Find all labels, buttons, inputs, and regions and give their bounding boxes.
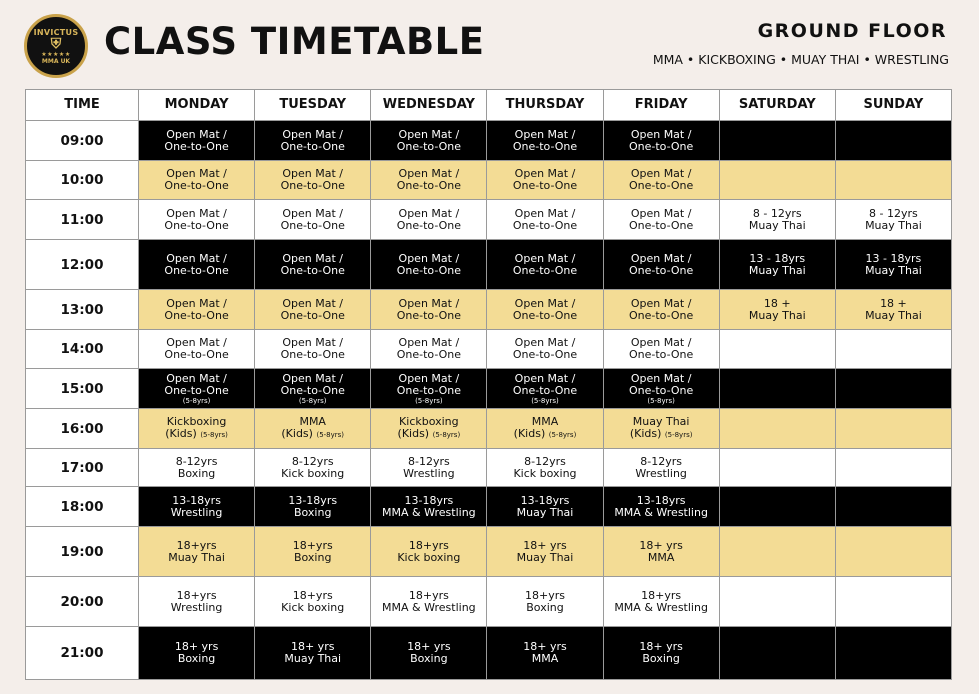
class-cell-thursday xyxy=(487,121,603,161)
disciplines-list: MMA • KICKBOXING • MUAY THAI • WRESTLING xyxy=(652,52,949,67)
class-line: 18+ yrs xyxy=(523,640,567,653)
class-line: 18+yrs xyxy=(641,588,682,602)
class-cell-wednesday xyxy=(371,330,487,369)
class-cell-monday xyxy=(139,527,255,577)
class-line: One-to-One xyxy=(280,348,345,361)
class-cell-tuesday xyxy=(255,369,371,409)
helmet-icon: ⛨ xyxy=(50,35,62,52)
class-line: One-to-One xyxy=(512,139,578,153)
class-cell-sunday xyxy=(835,369,951,409)
class-line: 18 + xyxy=(880,296,907,310)
class-age-text: (5-8yrs) xyxy=(182,396,211,405)
class-line: 8-12yrs xyxy=(407,454,450,468)
class-line: Open Mat / xyxy=(166,251,227,265)
class-line: MMA & Wrestling xyxy=(382,600,476,614)
class-age-text: (5-8yrs) xyxy=(432,431,461,439)
class-line: Kick boxing xyxy=(281,600,345,614)
class-line: One-to-One xyxy=(280,139,345,153)
class-cell-thursday xyxy=(487,627,603,680)
header-sunday: SUNDAY xyxy=(835,90,951,121)
class-line: Open Mat / xyxy=(166,127,227,141)
class-line: Open Mat / xyxy=(514,167,576,180)
class-line: One-to-One xyxy=(280,179,345,192)
class-cell-tuesday xyxy=(255,487,371,527)
class-line xyxy=(604,428,719,441)
class-line: Kickboxing xyxy=(399,415,459,428)
class-line: 13-18yrs xyxy=(404,493,454,507)
class-cell-friday xyxy=(603,200,719,240)
time-row xyxy=(26,240,952,290)
class-cell-wednesday xyxy=(371,121,487,161)
class-cell-saturday xyxy=(719,330,835,369)
class-line: Boxing xyxy=(177,466,216,480)
class-cell-thursday xyxy=(487,240,603,290)
class-line: Open Mat / xyxy=(514,371,576,385)
time-cell: 09:00 xyxy=(26,121,139,161)
class-cell-thursday xyxy=(487,577,603,627)
class-line: 13-18yrs xyxy=(520,493,570,507)
class-line: 18+ yrs xyxy=(639,538,683,552)
class-age-text: (5-8yrs) xyxy=(664,431,693,439)
class-line: MMA & Wrestling xyxy=(382,505,476,519)
class-line: Boxing xyxy=(177,652,216,665)
class-line: Open Mat / xyxy=(282,296,344,310)
header-thursday: THURSDAY xyxy=(487,90,603,121)
header-time: TIME xyxy=(26,90,139,121)
time-cell: 10:00 xyxy=(26,161,139,200)
class-line: 8 - 12yrs xyxy=(752,206,802,220)
class-cell-saturday xyxy=(719,290,835,330)
class-line xyxy=(139,428,254,441)
class-cell-sunday xyxy=(835,627,951,680)
time-cell: 11:00 xyxy=(26,200,139,240)
class-line: 18 + xyxy=(763,296,791,310)
class-line: Open Mat / xyxy=(166,371,227,385)
class-age-text: (5-8yrs) xyxy=(316,431,345,439)
class-line: 18+yrs xyxy=(525,588,565,602)
class-line: 18+yrs xyxy=(292,588,333,602)
header-row xyxy=(26,90,952,121)
class-cell-saturday xyxy=(719,449,835,487)
class-line: Open Mat / xyxy=(630,251,692,265)
time-cell: 15:00 xyxy=(26,369,139,409)
class-line: Open Mat / xyxy=(630,206,692,220)
page-title: CLASS TIMETABLE xyxy=(104,20,485,63)
time-cell: 13:00 xyxy=(26,290,139,330)
class-line: One-to-One xyxy=(628,179,694,192)
class-line: One-to-One xyxy=(512,179,578,192)
class-cell-monday xyxy=(139,369,255,409)
time-row xyxy=(26,369,952,409)
class-cell-sunday xyxy=(835,487,951,527)
class-line: One-to-One xyxy=(164,348,229,361)
class-line: Open Mat / xyxy=(630,296,692,310)
class-cell-saturday xyxy=(719,121,835,161)
class-line: Open Mat / xyxy=(514,251,576,265)
class-cell-friday xyxy=(603,449,719,487)
class-line: Boxing xyxy=(293,550,332,564)
class-cell-friday xyxy=(603,527,719,577)
class-line: One-to-One xyxy=(396,179,461,192)
class-line: Open Mat / xyxy=(398,206,460,220)
class-line: One-to-One xyxy=(164,383,229,397)
class-line: One-to-One xyxy=(512,348,578,361)
class-line: One-to-One xyxy=(164,179,229,192)
class-age-text: (5-8yrs) xyxy=(548,431,577,439)
class-line: 18+yrs xyxy=(292,538,333,552)
class-line: Wrestling xyxy=(403,466,455,480)
class-line: Muay Thai xyxy=(748,308,806,322)
class-line: Wrestling xyxy=(170,600,223,614)
time-row xyxy=(26,449,952,487)
class-line: Open Mat / xyxy=(282,127,344,141)
class-line: Open Mat / xyxy=(630,127,692,141)
time-cell: 16:00 xyxy=(26,409,139,449)
header-friday: FRIDAY xyxy=(603,90,719,121)
class-cell-monday xyxy=(139,409,255,449)
class-line: MMA & Wrestling xyxy=(614,505,708,519)
class-cell-thursday xyxy=(487,449,603,487)
class-cell-wednesday xyxy=(371,487,487,527)
class-line: Wrestling xyxy=(170,505,223,519)
class-line: Muay Thai xyxy=(865,263,922,277)
class-line: 18+ yrs xyxy=(290,640,335,653)
class-line: Muay Thai xyxy=(865,218,922,232)
class-line: Open Mat / xyxy=(166,336,227,349)
class-line: 18+ yrs xyxy=(639,640,683,653)
time-cell: 17:00 xyxy=(26,449,139,487)
class-group-text: (Kids) xyxy=(397,427,430,440)
time-cell: 20:00 xyxy=(26,577,139,627)
header-saturday: SATURDAY xyxy=(719,90,835,121)
logo-top-text: INVICTUS xyxy=(33,27,79,37)
class-cell-wednesday xyxy=(371,240,487,290)
time-cell: 12:00 xyxy=(26,240,139,290)
class-cell-friday xyxy=(603,121,719,161)
class-cell-friday xyxy=(603,161,719,200)
class-cell-saturday xyxy=(719,487,835,527)
time-cell: 18:00 xyxy=(26,487,139,527)
class-cell-thursday xyxy=(487,200,603,240)
class-group-text: (Kids) xyxy=(281,427,313,440)
class-cell-saturday xyxy=(719,369,835,409)
class-line: Kickboxing xyxy=(166,415,227,428)
class-cell-friday xyxy=(603,290,719,330)
class-line: One-to-One xyxy=(280,263,345,277)
header-wednesday: WEDNESDAY xyxy=(371,90,487,121)
class-cell-tuesday xyxy=(255,527,371,577)
class-cell-tuesday xyxy=(255,161,371,200)
class-cell-saturday xyxy=(719,627,835,680)
class-cell-sunday xyxy=(835,200,951,240)
class-cell-tuesday xyxy=(255,200,371,240)
time-cell: 19:00 xyxy=(26,527,139,577)
class-line: Muay Thai xyxy=(168,550,225,564)
time-row xyxy=(26,409,952,449)
class-cell-saturday xyxy=(719,577,835,627)
class-line: MMA xyxy=(531,415,559,428)
class-age-text: (5-8yrs) xyxy=(200,431,228,439)
class-line: One-to-One xyxy=(164,263,229,277)
class-cell-sunday xyxy=(835,409,951,449)
class-cell-friday xyxy=(603,627,719,680)
class-cell-tuesday xyxy=(255,577,371,627)
class-group-text: (Kids) xyxy=(629,427,662,440)
class-cell-friday xyxy=(603,487,719,527)
time-row xyxy=(26,577,952,627)
class-line: One-to-One xyxy=(280,218,345,232)
class-cell-thursday xyxy=(487,290,603,330)
class-cell-monday xyxy=(139,330,255,369)
class-cell-sunday xyxy=(835,577,951,627)
class-line: Muay Thai xyxy=(748,218,806,232)
class-line: One-to-One xyxy=(512,383,578,397)
class-line: One-to-One xyxy=(628,383,694,397)
class-line: 18+ yrs xyxy=(174,640,219,653)
class-line xyxy=(255,428,370,441)
class-line: 8-12yrs xyxy=(640,454,682,468)
class-cell-friday xyxy=(603,577,719,627)
class-cell-sunday xyxy=(835,449,951,487)
class-line: One-to-One xyxy=(512,263,578,277)
class-line: MMA & Wrestling xyxy=(614,600,708,614)
class-line: Open Mat / xyxy=(514,296,576,310)
class-cell-friday xyxy=(603,240,719,290)
class-cell-wednesday xyxy=(371,627,487,680)
class-cell-wednesday xyxy=(371,200,487,240)
class-cell-monday xyxy=(139,121,255,161)
class-line: Open Mat / xyxy=(398,336,460,349)
class-line: Open Mat / xyxy=(398,127,460,141)
time-row xyxy=(26,290,952,330)
class-line: Open Mat / xyxy=(630,336,692,349)
class-line: 18+ yrs xyxy=(523,538,567,552)
class-line: 18+ yrs xyxy=(407,640,451,653)
class-line: MMA xyxy=(531,652,559,665)
class-line: 13-18yrs xyxy=(172,493,221,507)
class-line: One-to-One xyxy=(164,308,229,322)
class-line: Boxing xyxy=(293,505,332,519)
class-line: One-to-One xyxy=(396,308,461,322)
class-cell-thursday xyxy=(487,409,603,449)
class-line: Open Mat / xyxy=(282,167,344,180)
class-age-text: (5-8yrs) xyxy=(647,396,675,405)
class-cell-friday xyxy=(603,330,719,369)
class-cell-monday xyxy=(139,449,255,487)
time-cell: 21:00 xyxy=(26,627,139,680)
class-line: 13-18yrs xyxy=(636,493,686,507)
class-line: MMA xyxy=(647,550,675,564)
class-line: MMA xyxy=(299,415,326,428)
class-line: One-to-One xyxy=(396,263,461,277)
header-tuesday: TUESDAY xyxy=(255,90,371,121)
class-line: One-to-One xyxy=(628,218,694,232)
class-cell-tuesday xyxy=(255,121,371,161)
class-cell-thursday xyxy=(487,527,603,577)
class-line: 8 - 12yrs xyxy=(869,206,918,220)
class-line: Muay Thai xyxy=(516,550,574,564)
class-cell-sunday xyxy=(835,121,951,161)
class-line: One-to-One xyxy=(512,218,578,232)
class-group-text: (Kids) xyxy=(513,427,546,440)
timetable xyxy=(25,89,952,680)
class-line: Open Mat / xyxy=(282,371,344,385)
floor-label: GROUND FLOOR xyxy=(757,20,947,42)
time-row xyxy=(26,487,952,527)
class-cell-wednesday xyxy=(371,161,487,200)
logo-stars: ★★★★★ xyxy=(41,50,71,58)
class-cell-monday xyxy=(139,161,255,200)
class-line: Open Mat / xyxy=(630,371,692,385)
class-line: Wrestling xyxy=(635,466,687,480)
class-line: One-to-One xyxy=(164,218,229,232)
class-cell-monday xyxy=(139,487,255,527)
class-line: One-to-One xyxy=(628,263,694,277)
class-line: 18+yrs xyxy=(408,538,449,552)
class-line: Open Mat / xyxy=(166,296,227,310)
time-row xyxy=(26,527,952,577)
class-line: Muay Thai xyxy=(748,263,806,277)
class-cell-monday xyxy=(139,200,255,240)
class-line: Open Mat / xyxy=(398,296,460,310)
class-group-text: (Kids) xyxy=(165,427,197,440)
class-cell-sunday xyxy=(835,161,951,200)
class-line: 18+yrs xyxy=(176,588,217,602)
time-row xyxy=(26,200,952,240)
class-line: Open Mat / xyxy=(282,251,344,265)
class-cell-friday xyxy=(603,409,719,449)
class-line: One-to-One xyxy=(280,383,345,397)
class-line: 18+yrs xyxy=(408,588,449,602)
time-row xyxy=(26,121,952,161)
class-cell-tuesday xyxy=(255,330,371,369)
class-line: Open Mat / xyxy=(166,206,227,220)
class-age-text: (5-8yrs) xyxy=(298,396,327,405)
class-line: Open Mat / xyxy=(398,251,460,265)
class-line: One-to-One xyxy=(396,218,461,232)
class-age-text: (5-8yrs) xyxy=(415,396,443,405)
class-cell-thursday xyxy=(487,161,603,200)
class-line: Boxing xyxy=(642,652,680,665)
class-cell-wednesday xyxy=(371,409,487,449)
class-cell-sunday xyxy=(835,290,951,330)
class-line: Kick boxing xyxy=(513,466,577,480)
class-cell-monday xyxy=(139,240,255,290)
class-cell-tuesday xyxy=(255,409,371,449)
header-monday: MONDAY xyxy=(139,90,255,121)
class-line: Open Mat / xyxy=(398,371,460,385)
class-cell-saturday xyxy=(719,409,835,449)
invictus-mma-logo xyxy=(24,14,88,78)
class-cell-wednesday xyxy=(371,369,487,409)
class-line: Boxing xyxy=(526,600,564,614)
class-cell-thursday xyxy=(487,487,603,527)
class-cell-tuesday xyxy=(255,290,371,330)
time-cell: 14:00 xyxy=(26,330,139,369)
class-cell-tuesday xyxy=(255,449,371,487)
class-line: Open Mat / xyxy=(514,206,576,220)
class-line: One-to-One xyxy=(280,308,345,322)
class-cell-wednesday xyxy=(371,577,487,627)
logo-bottom-text: MMA UK xyxy=(41,57,71,65)
class-cell-wednesday xyxy=(371,290,487,330)
class-line: One-to-One xyxy=(396,383,461,397)
class-line: Muay Thai xyxy=(284,652,342,665)
class-cell-thursday xyxy=(487,330,603,369)
class-cell-monday xyxy=(139,627,255,680)
class-line: 13 - 18yrs xyxy=(749,251,806,265)
time-row xyxy=(26,330,952,369)
class-cell-sunday xyxy=(835,330,951,369)
class-line: Muay Thai xyxy=(516,505,574,519)
class-line: Muay Thai xyxy=(865,308,922,322)
timetable-body xyxy=(26,121,952,680)
class-line: Open Mat / xyxy=(282,206,344,220)
class-cell-saturday xyxy=(719,527,835,577)
class-line: One-to-One xyxy=(164,139,229,153)
class-line: Open Mat / xyxy=(282,336,344,349)
class-line: Open Mat / xyxy=(166,167,227,180)
class-line: 13 - 18yrs xyxy=(865,251,922,265)
class-cell-saturday xyxy=(719,161,835,200)
class-line: One-to-One xyxy=(628,308,694,322)
class-line: 8-12yrs xyxy=(175,454,218,468)
time-row xyxy=(26,627,952,680)
time-row xyxy=(26,161,952,200)
class-cell-thursday xyxy=(487,369,603,409)
class-line: 8-12yrs xyxy=(524,454,566,468)
class-line xyxy=(371,428,486,441)
class-cell-wednesday xyxy=(371,527,487,577)
class-line: One-to-One xyxy=(396,348,461,361)
class-cell-sunday xyxy=(835,527,951,577)
class-line: 8-12yrs xyxy=(291,454,334,468)
class-line: One-to-One xyxy=(628,348,694,361)
class-cell-monday xyxy=(139,577,255,627)
class-cell-friday xyxy=(603,369,719,409)
class-line: One-to-One xyxy=(396,139,461,153)
class-line: Kick boxing xyxy=(397,550,461,564)
class-line: Kick boxing xyxy=(281,466,345,480)
class-cell-saturday xyxy=(719,200,835,240)
class-line: 13-18yrs xyxy=(288,493,338,507)
class-line: 18+yrs xyxy=(176,538,217,552)
class-cell-monday xyxy=(139,290,255,330)
class-line xyxy=(487,428,602,441)
class-line: Open Mat / xyxy=(398,167,460,180)
class-line: Muay Thai xyxy=(632,415,690,428)
class-line: Open Mat / xyxy=(514,127,576,141)
class-cell-sunday xyxy=(835,240,951,290)
class-cell-saturday xyxy=(719,240,835,290)
class-cell-tuesday xyxy=(255,627,371,680)
class-line: Open Mat / xyxy=(630,167,692,180)
class-age-text: (5-8yrs) xyxy=(531,396,559,405)
class-line: One-to-One xyxy=(628,139,694,153)
class-cell-tuesday xyxy=(255,240,371,290)
class-cell-wednesday xyxy=(371,449,487,487)
class-line: Open Mat / xyxy=(514,336,576,349)
class-line: Boxing xyxy=(410,652,448,665)
class-line: One-to-One xyxy=(512,308,578,322)
